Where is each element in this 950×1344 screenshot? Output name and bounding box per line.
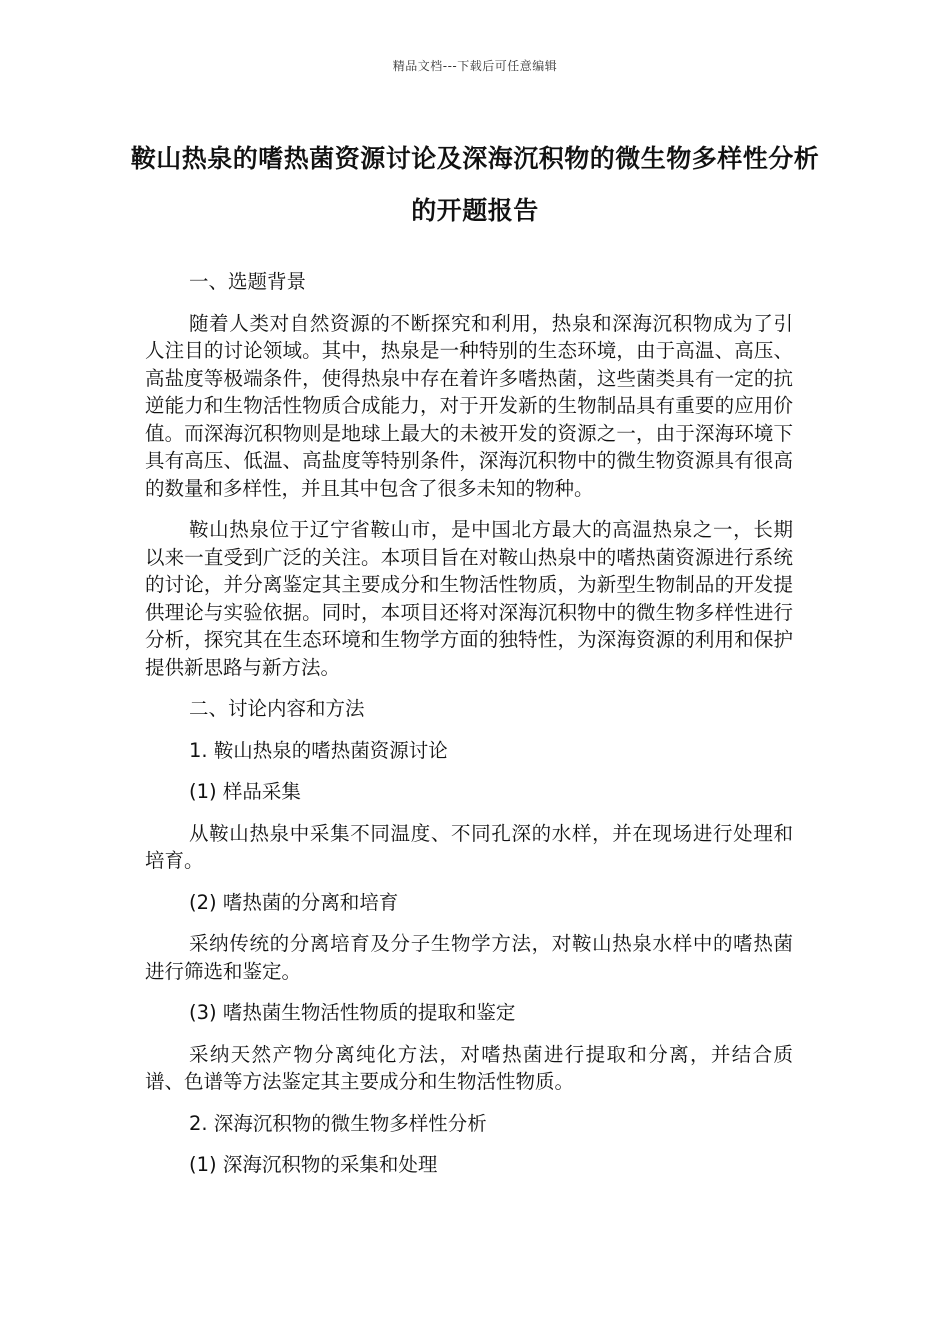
paragraph-background-1: 随着人类对自然资源的不断探究和利用，热泉和深海沉积物成为了引人注目的讨论领域。其中，热泉是一种特别的生态环境，由于高温、高压、高盐度等极端条件，使得热泉中存在着许多嗜热菌，这些菌类具有一定的抗逆能力和生物活性物质合成能力，对于开发新的生物制品具有重要的应用价值。而深海沉积物则是地球上最大的未被开发的资源之一，由于深海环境下具有高压、低温、高盐度等特别条件，深海沉积物中的微生物资源具有很高的数量和多样性，并且其中包含了很多未知的物种。 — [145, 311, 793, 500]
paragraph-extraction: 采纳天然产物分离纯化方法，对嗜热菌进行提取和分离，并结合质谱、色谱等方法鉴定其主要成分和生物活性物质。 — [145, 1042, 793, 1093]
paragraph-sampling: 从鞍山热泉中采集不同温度、不同孔深的水样，并在现场进行处理和培育。 — [145, 821, 793, 872]
document-title: 鞍山热泉的嗜热菌资源讨论及深海沉积物的微生物多样性分析的开题报告 — [130, 144, 820, 225]
section-heading-methods: 二、讨论内容和方法 — [189, 697, 365, 720]
document-body — [145, 268, 793, 1193]
item-heading-sampling: (1) 样品采集 — [189, 780, 301, 803]
paragraph-isolation: 采纳传统的分离培育及分子生物学方法，对鞍山热泉水样中的嗜热菌进行筛选和鉴定。 — [145, 932, 793, 983]
section-heading-background: 一、选题背景 — [189, 270, 307, 293]
subsection-heading-deep-sea: 2. 深海沉积物的微生物多样性分析 — [189, 1111, 487, 1135]
paragraph-background-2: 鞍山热泉位于辽宁省鞍山市，是中国北方最大的高温热泉之一，长期以来一直受到广泛的关注。本项目旨在对鞍山热泉中的嗜热菌资源进行系统的讨论，并分离鉴定其主要成分和生物活性物质，为新型生物制品的开发提供理论与实验依据。同时，本项目还将对深海沉积物中的微生物多样性进行分析，探究其在生态环境和生物学方面的独特性，为深海资源的利用和保护提供新思路与新方法。 — [145, 518, 793, 679]
item-heading-isolation: (2) 嗜热菌的分离和培育 — [189, 890, 399, 914]
item-heading-extraction: (3) 嗜热菌生物活性物质的提取和鉴定 — [189, 1001, 516, 1024]
item-heading-deep-sea-sampling: (1) 深海沉积物的采集和处理 — [189, 1153, 438, 1176]
header-note: 精品文档---下载后可任意编辑 — [392, 59, 558, 73]
subsection-heading-hot-spring: 1. 鞍山热泉的嗜热菌资源讨论 — [189, 738, 448, 762]
